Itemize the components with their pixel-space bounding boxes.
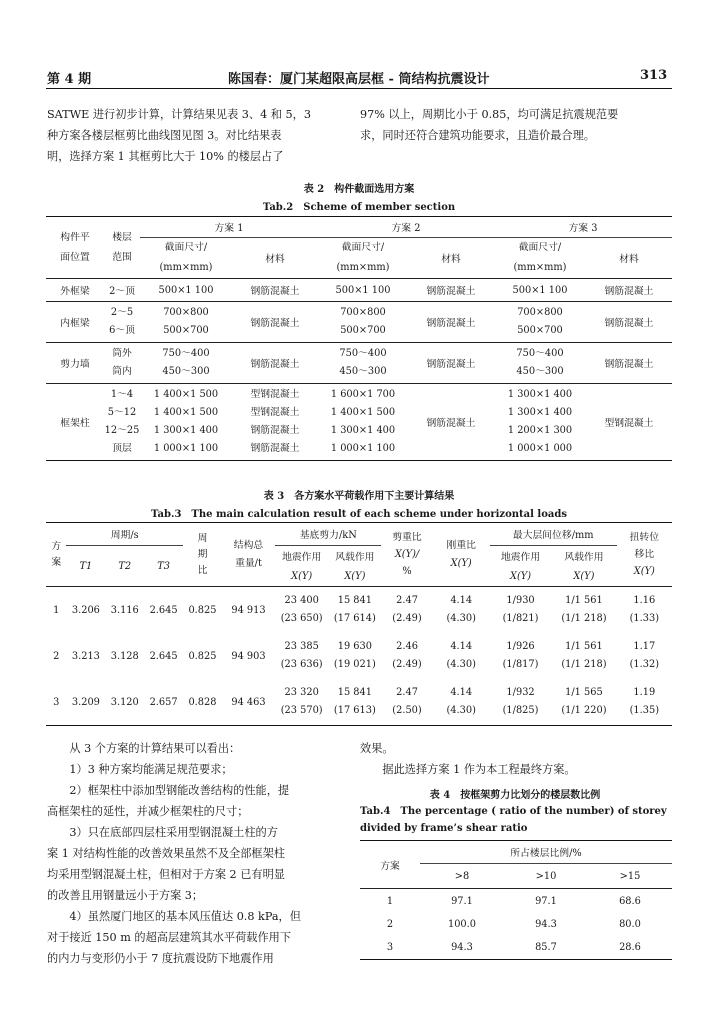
t3-h-period: 周期/s — [66, 523, 183, 546]
t3-h-torsion: 扭转位 移比 X(Y) — [617, 523, 672, 587]
t2-h-scheme1: 方案 1 — [140, 217, 318, 238]
header-rule — [46, 88, 672, 89]
t2-h-position: 构件平 面位置 — [46, 217, 104, 279]
table2-caption-en: Tab.2 Scheme of member section — [262, 202, 456, 213]
running-title: 陈国春：厦门某超限高层框 - 筒结构抗震设计 — [228, 72, 490, 87]
right-text: 效果。 据此选择方案 1 作为本工程最终方案。 — [360, 742, 576, 776]
table3-caption-en: Tab.3 The main calculation result of each scheme under horizontal loads — [151, 509, 567, 520]
table-row: 3 94.3 85.7 28.6 — [360, 935, 672, 960]
table-row: 框架柱 1～4 5～12 12～25 顶层 1 400×1 500 1 400×1 500 1 300×1 400 1 000×1 100 型钢混凝土 型钢混凝土 钢筋混凝土 钢筋混凝土 1 600×1 700 1 400×1 500 1 300×1 400 1 000×1 100 钢筋混凝土 1 300×1 400 1 300×1 400 1 200×1 300 1 000×1 000 型钢混凝土 — [46, 384, 672, 461]
table2-caption-cn: 表 2 构件截面选用方案 — [303, 184, 415, 195]
t2-h-size3: 截面尺寸/ (mm×mm) — [513, 242, 567, 273]
t3-h-shear: 基底剪力/kN — [275, 523, 381, 546]
table-row: 3 3.209 3.120 2.657 0.828 94 463 23 320 (23 570) 15 841 (17 613) 2.47 (2.50) 4.14 (4.30) 1/932 (1/825) 1/1 565 (1/1 220) 1.19 (1.35) — [46, 679, 672, 726]
t2-h-size2: 截面尺寸/ (mm×mm) — [336, 242, 390, 273]
intro-left: SATWE 进行初步计算，计算结果见表 3、4 和 5，3 种方案各楼层框剪比曲线图见图 3。对比结果表 明，选择方案 1 其框剪比大于 10% 的楼层占了 — [47, 108, 311, 163]
table3-caption-cn: 表 3 各方案水平荷载作用下主要计算结果 — [263, 491, 455, 502]
table-row: 外框梁 2～顶 500×1 100 钢筋混凝土 500×1 100 钢筋混凝土 500×1 100 钢筋混凝土 — [46, 279, 672, 302]
t3-h-shearratio: 剪重比 X(Y)/ % — [381, 523, 432, 587]
table-row: 2 100.0 94.3 80.0 — [386, 918, 641, 930]
table-row: 1 97.1 97.1 68.6 — [386, 895, 641, 907]
t3-h-stiff: 刚重比 X(Y) — [433, 523, 490, 587]
t3-h-weight: 结构总 重量/t — [222, 523, 275, 587]
t4-h-group: 所占楼层比例/% — [420, 841, 672, 864]
table-row: 1 3.206 3.116 2.645 0.825 94 913 23 400 (23 650) 15 841 (17 614) 2.47 (2.49) 4.14 (4.30) 1/930 (1/821) 1/1 561 (1/1 218) 1.16 (1.33) — [53, 595, 660, 624]
t2-h-mat2: 材料 — [441, 254, 461, 265]
t2-h-mat3: 材料 — [619, 254, 639, 265]
table4: 方案 所占楼层比例/% >8 >10 >15 1 97.1 97.1 68.6 2 100.0 94.3 80.0 3 94.3 85.7 28.6 — [360, 840, 672, 960]
table-row: 内框梁 2～5 6～顶 700×800 500×700 钢筋混凝土 700×800 500×700 钢筋混凝土 700×800 500×700 钢筋混凝土 — [46, 302, 672, 343]
t3-h-ratio: 周 期 比 — [183, 523, 222, 587]
t2-h-scheme2: 方案 2 — [318, 217, 494, 238]
t3-h-drift: 最大层间位移/mm — [490, 523, 617, 546]
table-row: 2 3.213 3.128 2.645 0.825 94 903 23 385 (23 636) 19 630 (19 021) 2.46 (2.49) 4.14 (4.30) 1/926 (1/817) 1/1 561 (1/1 218) 1.17 (1.32) — [53, 641, 660, 670]
table4-caption-en: Tab.4 The percentage ( ratio of the number) of storey divided by frame’s shear ratio — [360, 806, 667, 834]
table4-caption-cn: 表 4 按框架剪力比划分的楼层数比例 — [429, 790, 601, 801]
table-row: 剪力墙 筒外 筒内 750～400 450～300 钢筋混凝土 750～400 450～300 钢筋混凝土 750～400 450～300 钢筋混凝土 — [46, 343, 672, 384]
conclusions: 从 3 个方案的计算结果可以看出： 1）3 种方案均能满足规范要求； 2）框架柱中添加型钢能改善结构的性能，提 高框架柱的延性，并减少框架柱的尺寸； 3）只在底部四层柱采用型钢混凝土柱的方 案 1 对结构性能的改善效果虽然不及全部框架柱 均采用型钢混凝土柱，但相对于方案 2 已有明显 的改善且用钢量远小于方案 3； 4）虽然厦门地区的基本风压值达 0.8 kPa，但 对于接近 150 m 的超高层建筑其水平荷载作用下 的内力与变形仍小于 7 度抗震设防下地震作用 — [47, 742, 301, 965]
t2-h-size1: 截面尺寸/ (mm×mm) — [159, 242, 213, 273]
table3: 方 案 周期/s 周 期 比 结构总 重量/t 基底剪力/kN 剪重比 X(Y)/ % 刚重比 X(Y) 最大层间位移/mm 扭转位 移比 X(Y) T1 T2 T3 地震作用 风载作用 地震作用 风载作用 X(Y) X(Y) X(Y) X(Y) 1 3.206 3.116 2.645 0.825 94 913 23 400 (23 650) 15 841 (17 614) 2.47 (2.49) 4.14 (4.30) 1/930 (1/821) 1/1 561 (1/1 218) 1.16 (1.33) 2 3.213 3.128 2.645 0.825 94 903 23 385 (23 636) 19 630 (19 021) 2.46 (2.49) 4.14 (4.30) 1/926 (1/817) 1/1 561 (1/1 218) 1.17 (1.32) 3 3.209 3.120 2.657 0.828 94 463 23 320 (23 570) 15 841 (17 613) 2.47 (2.50) 4.14 (4.30) 1/932 (1/825) 1/1 565 (1/1 220) 1.19 (1.35) — [46, 522, 672, 726]
t2-h-scheme3: 方案 3 — [494, 217, 672, 238]
intro-right: 97% 以上，周期比小于 0.85，均可满足抗震规范要 求，同时还符合建筑功能要求，且造价最合理。 — [360, 108, 619, 142]
t2-h-floor: 楼层 范围 — [104, 217, 140, 279]
page-number: 313 — [640, 68, 668, 83]
t2-h-mat1: 材料 — [265, 254, 285, 265]
t4-h-scheme: 方案 — [360, 841, 420, 889]
t3-h-scheme: 方 案 — [46, 523, 66, 587]
table2 — [46, 216, 672, 461]
journal-issue: 第 4 期 — [47, 72, 92, 87]
